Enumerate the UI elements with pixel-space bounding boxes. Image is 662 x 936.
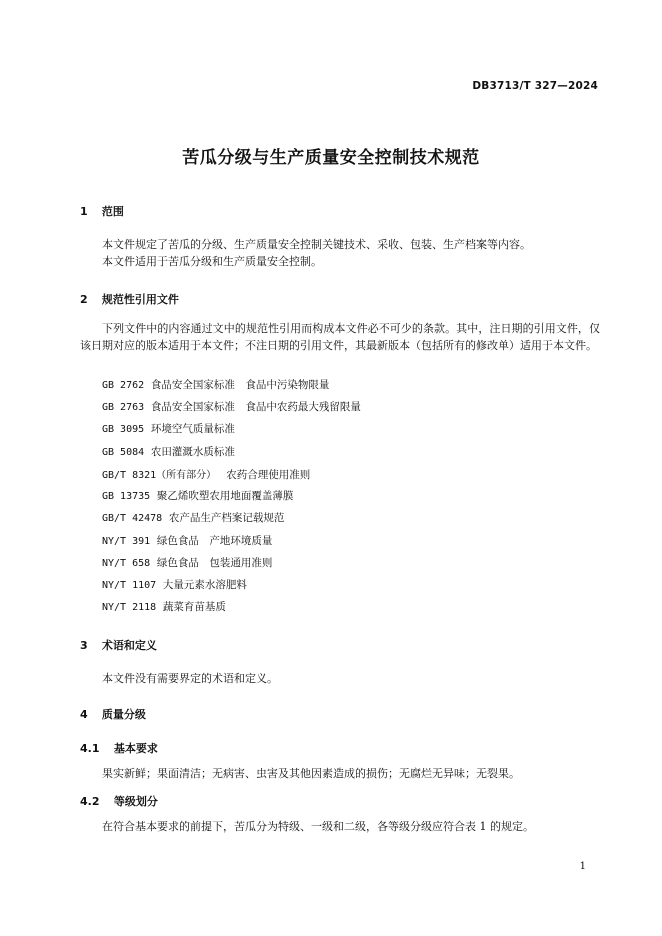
paragraph: 在符合基本要求的前提下，苦瓜分为特级、一级和二级，各等级分级应符合表 1 的规定。 — [102, 820, 534, 833]
paragraph: 本文件没有需要界定的术语和定义。 — [102, 672, 278, 685]
reference-item: NY/T 2118 蔬菜育苗基质 — [102, 601, 226, 613]
section-4-2-heading — [80, 793, 158, 809]
section-number: 4.2 — [80, 795, 100, 808]
reference-item: GB/T 8321（所有部分） 农药合理使用准则 — [102, 469, 311, 481]
paragraph: 果实新鲜；果面清洁；无病害、虫害及其他因素造成的损伤；无腐烂无异味；无裂果。 — [102, 767, 520, 780]
section-title: 范围 — [101, 205, 124, 218]
section-4-heading — [80, 706, 146, 722]
reference-item: GB 2763 食品安全国家标准 食品中农药最大残留限量 — [102, 401, 361, 413]
section-number: 3 — [80, 639, 88, 652]
section-number: 4 — [80, 708, 88, 721]
section-number: 2 — [80, 293, 88, 306]
document-number: DB3713/T 327—2024 — [472, 80, 598, 92]
section-2-heading — [80, 291, 179, 307]
reference-item: NY/T 658 绿色食品 包装通用准则 — [102, 557, 273, 569]
section-title: 规范性引用文件 — [101, 293, 179, 306]
section-title: 术语和定义 — [101, 639, 157, 652]
reference-item: GB 3095 环境空气质量标准 — [102, 423, 235, 435]
section-title: 基本要求 — [113, 742, 158, 755]
paragraph: 本文件规定了苦瓜的分级、生产质量安全控制关键技术、采收、包装、生产档案等内容。 — [102, 238, 531, 251]
section-number: 4.1 — [80, 742, 100, 755]
document-title: 苦瓜分级与生产质量安全控制技术规范 — [182, 148, 480, 168]
section-title: 质量分级 — [101, 708, 146, 721]
reference-item: NY/T 391 绿色食品 产地环境质量 — [102, 535, 273, 547]
section-3-heading — [80, 637, 157, 653]
section-4-1-heading — [80, 740, 158, 756]
section-number: 1 — [80, 205, 88, 218]
reference-item: GB 2762 食品安全国家标准 食品中污染物限量 — [102, 379, 330, 391]
paragraph: 本文件适用于苦瓜分级和生产质量安全控制。 — [102, 255, 322, 268]
reference-item: GB 5084 农田灌溉水质标准 — [102, 446, 235, 458]
page-number: 1 — [579, 861, 586, 872]
paragraph: 下列文件中的内容通过文中的规范性引用而构成本文件必不可少的条款。其中，注日期的引用文件，仅该日期对应的版本适用于本文件；不注日期的引用文件，其最新版本（包括所有的修改单）适用于本文件。 — [80, 322, 600, 352]
reference-item: NY/T 1107 大量元素水溶肥料 — [102, 579, 247, 591]
section-title: 等级划分 — [113, 795, 158, 808]
reference-item: GB/T 42478 农产品生产档案记载规范 — [102, 512, 285, 524]
reference-item: GB 13735 聚乙烯吹塑农用地面覆盖薄膜 — [102, 490, 294, 502]
section-1-heading — [80, 203, 124, 219]
